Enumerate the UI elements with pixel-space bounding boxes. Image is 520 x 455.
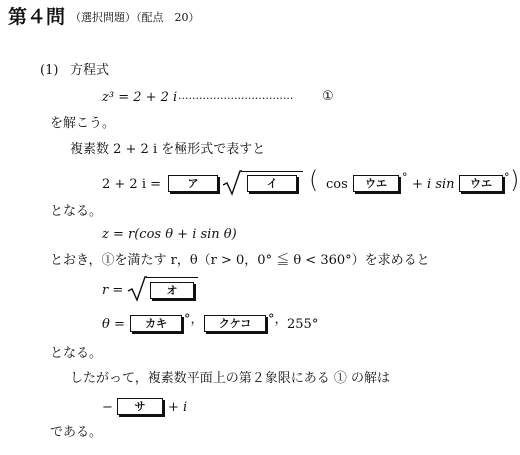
sqrt-sign-1: [222, 170, 242, 196]
part-heading: 方程式: [70, 63, 110, 78]
theta-separator-2: °，: [268, 312, 288, 327]
r-lhs: r =: [102, 283, 124, 298]
theta-separator-1: °，: [184, 312, 204, 327]
sqrt-sign-2: [127, 276, 147, 302]
answer-box-kukeko: クケコ: [204, 315, 266, 332]
theta-value-255: 255°: [287, 317, 319, 332]
polar-plus-isin: + i sin: [412, 177, 455, 192]
degree-1: °: [402, 171, 408, 184]
text-condition: とおき，①を満たす r，θ（r > 0，0° ≦ θ < 360°）を求めると: [50, 253, 430, 268]
text-naru-2: となる。: [50, 346, 103, 361]
text-dearu: である。: [50, 425, 103, 440]
equation-leader-dots: ·································: [178, 92, 294, 105]
theta-lhs: θ =: [102, 317, 125, 332]
sqrt-bar-1: [241, 171, 303, 172]
answer-box-i: イ: [247, 175, 297, 192]
paren-open: (: [309, 166, 319, 194]
paren-close: ): [510, 166, 520, 194]
answer-box-kaki: カキ: [130, 315, 182, 332]
answer-box-ue-1: ウエ: [353, 175, 399, 192]
equation: z³ = 2 + 2 i: [102, 90, 178, 105]
answer-plus-i: + i: [168, 400, 188, 415]
answer-box-a: ア: [168, 175, 218, 192]
problem-title: 第４問: [8, 6, 66, 28]
text-solve: を解こう。: [50, 116, 116, 131]
problem-subtitle: （選択問題）（配点 20）: [70, 11, 200, 24]
polar-cos: cos: [326, 177, 348, 192]
sqrt-bar-2: [146, 277, 198, 278]
text-naru-1: となる。: [50, 204, 103, 219]
text-polar-intro: 複素数 2 + 2 i を極形式で表すと: [70, 142, 266, 157]
polar-lhs: 2 + 2 i =: [102, 177, 162, 192]
answer-minus-sign: −: [102, 400, 113, 415]
answer-box-ue-2: ウエ: [459, 175, 503, 192]
text-therefore: したがって，複素数平面上の第２象限にある ① の解は: [70, 371, 391, 386]
z-polar-form: z = r(cos θ + i sin θ): [102, 227, 237, 242]
answer-box-o: オ: [150, 282, 194, 299]
answer-box-sa: サ: [117, 398, 163, 415]
part-number: (1): [40, 63, 59, 78]
equation-marker: ①: [322, 89, 334, 104]
degree-2: °: [504, 171, 510, 184]
